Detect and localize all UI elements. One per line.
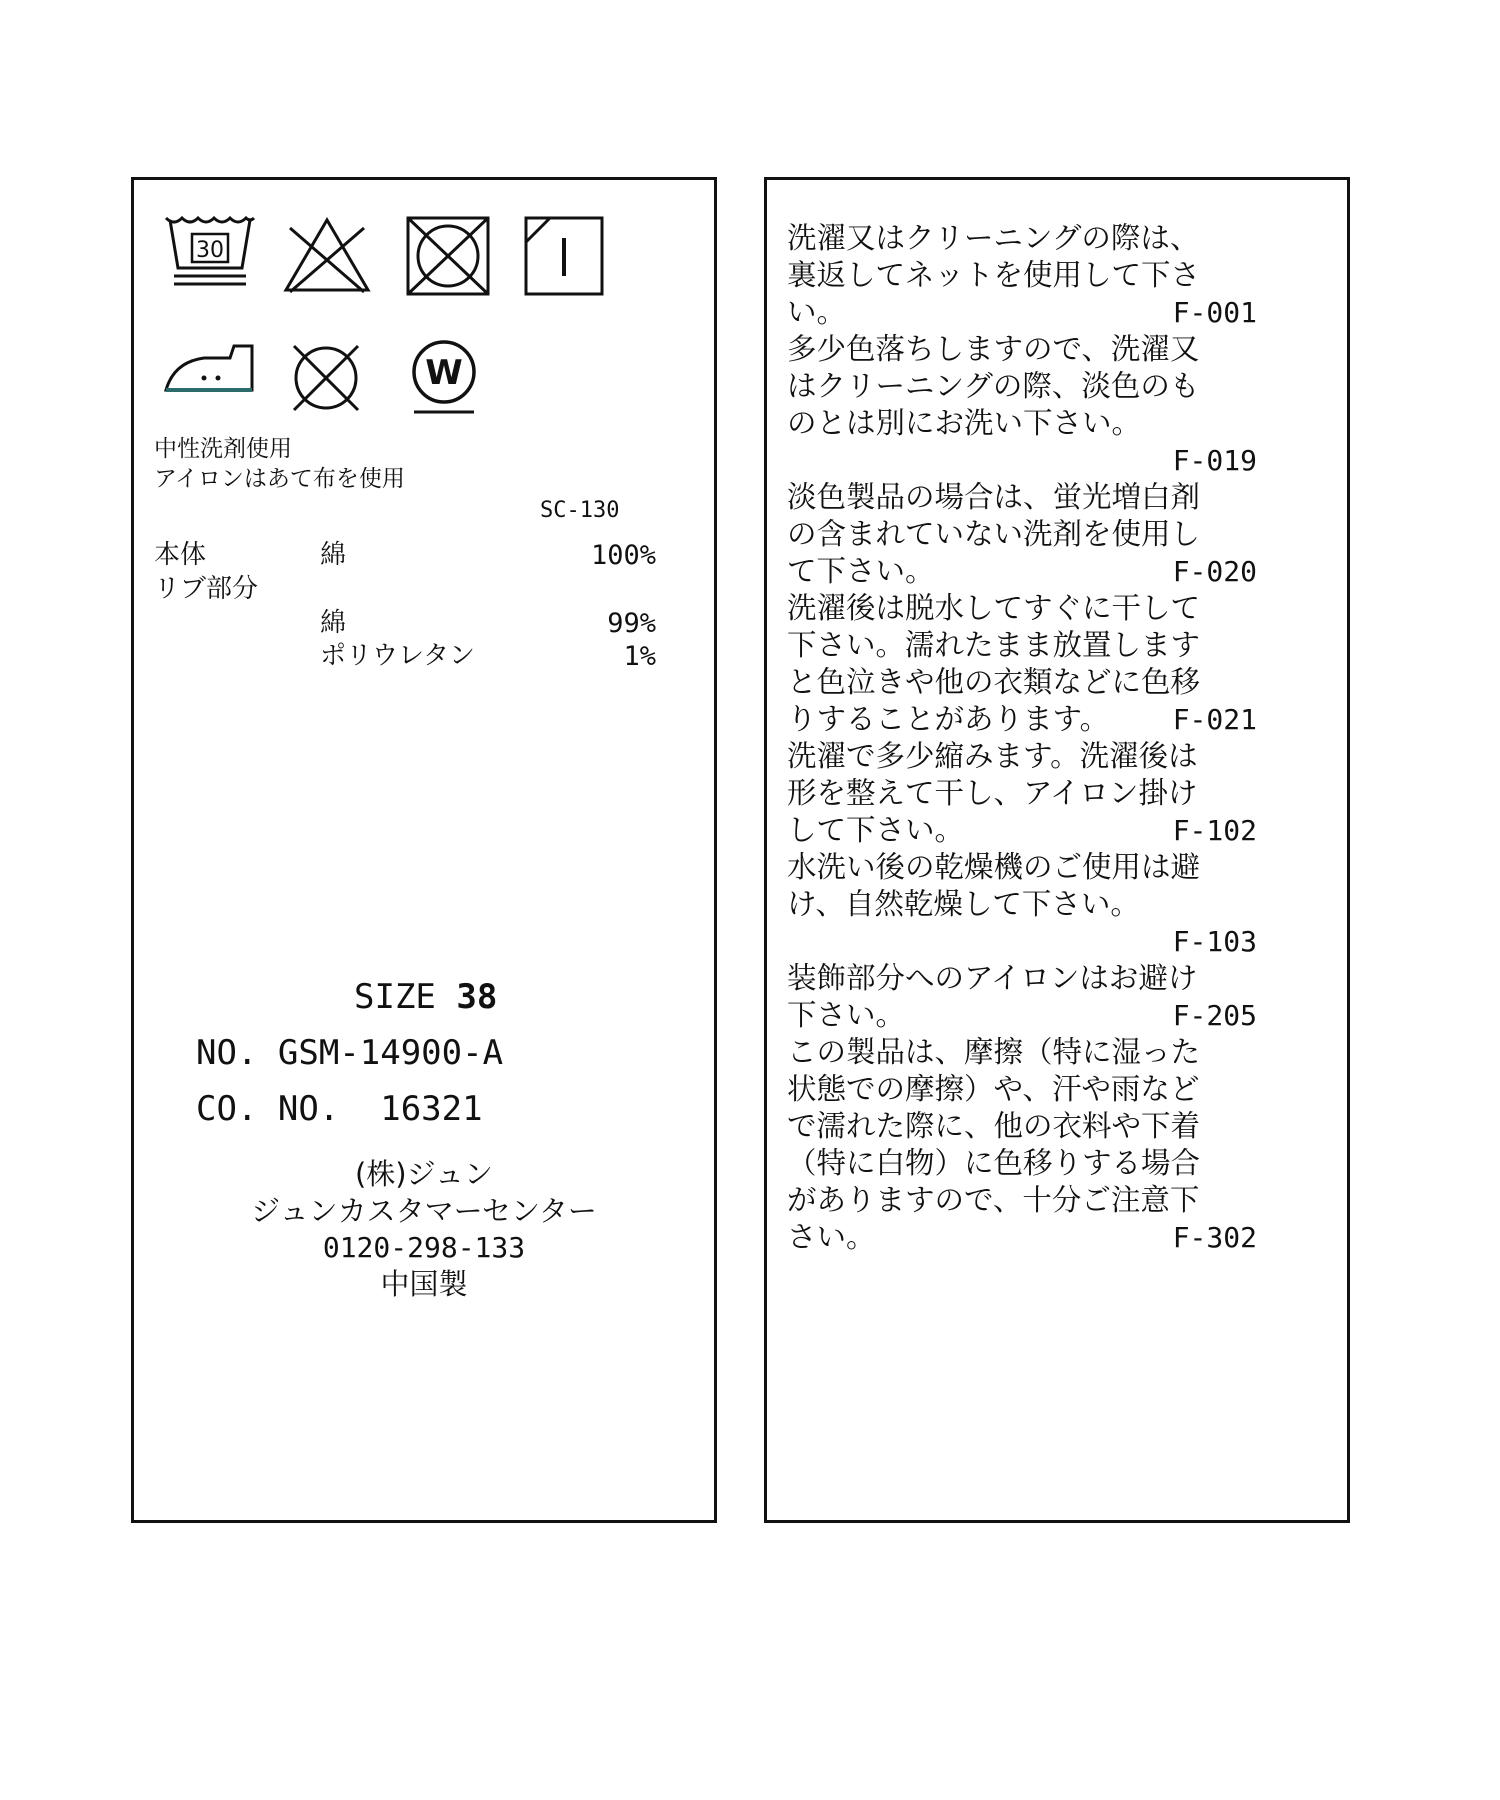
care-text-neutral-detergent: 中性洗剤使用: [154, 436, 292, 462]
size-label: SIZE: [354, 977, 436, 1017]
note-text: 水洗い後の乾燥機のご使用は避: [787, 850, 1201, 884]
note-line: [787, 923, 1257, 960]
note-line: [787, 1108, 1257, 1145]
care-text-iron-cloth: アイロンはあて布を使用: [154, 466, 405, 492]
note-line: [787, 960, 1257, 997]
composition-part-body: 本体: [154, 540, 207, 570]
composition-percent-rib-cotton: 99%: [607, 608, 656, 639]
care-label-right: [764, 177, 1350, 1523]
note-text: のとは別にお洗い下さい。: [787, 406, 1142, 440]
product-number: NO. GSM-14900-A: [196, 1033, 504, 1073]
phone-number: 0120-298-133: [322, 1231, 526, 1264]
note-line: [787, 886, 1257, 923]
composition-percent-polyurethane: 1%: [623, 641, 656, 672]
note-code: F-020: [1172, 555, 1257, 588]
note-line: [787, 812, 1257, 849]
note-line: [787, 368, 1257, 405]
composition-part-rib: リブ部分: [154, 574, 259, 604]
note-code: F-021: [1172, 703, 1257, 736]
note-line: [787, 294, 1257, 331]
co-number: CO. NO. 16321: [196, 1089, 483, 1129]
composition-percent-body: 100%: [590, 540, 656, 571]
note-line: [787, 1071, 1257, 1108]
note-text: 裏返してネットを使用して下さ: [787, 258, 1201, 292]
note-line: [787, 257, 1257, 294]
note-text: 装飾部分へのアイロンはお避け: [787, 961, 1198, 995]
wet-clean-gentle-icon: [404, 336, 484, 420]
note-line: [787, 701, 1257, 738]
note-line: [787, 331, 1257, 368]
note-code: F-102: [1172, 814, 1257, 847]
note-line: [787, 220, 1257, 257]
note-text: で濡れた際に、他の衣料や下着: [787, 1109, 1201, 1143]
note-code: F-205: [1172, 999, 1257, 1032]
note-line: [787, 1145, 1257, 1182]
note-text: （特に白物）に色移りする場合: [787, 1146, 1201, 1180]
note-text: と色泣きや他の衣類などに色移: [787, 665, 1201, 699]
note-text: 下さい。: [787, 998, 906, 1032]
iron-low-icon: [160, 340, 260, 400]
note-line: [787, 442, 1257, 479]
note-text: 洗濯又はクリーニングの際は、: [787, 221, 1200, 255]
note-text: さい。: [787, 1220, 876, 1254]
note-code: F-103: [1172, 925, 1257, 958]
care-label-left: [131, 177, 717, 1523]
composition-material-body: 綿: [320, 540, 347, 570]
note-line: [787, 553, 1257, 590]
size-value: 38: [456, 977, 498, 1017]
no-dry-clean-icon: [284, 340, 368, 416]
note-text: この製品は、摩擦（特に湿った: [787, 1035, 1201, 1069]
note-text: 淡色製品の場合は、蛍光増白剤: [787, 480, 1201, 514]
company-name: (株)ジュン: [354, 1157, 494, 1191]
wash-30-gentle-icon: [162, 212, 258, 296]
country-of-origin: 中国製: [380, 1267, 468, 1301]
note-line: [787, 405, 1257, 442]
note-line: [787, 1182, 1257, 1219]
note-text: て下さい。: [787, 554, 935, 588]
customer-center: ジュンカスタマーセンター: [251, 1194, 597, 1228]
note-text: の含まれていない洗剤を使用し: [787, 517, 1201, 551]
note-line: [787, 1219, 1257, 1256]
svg-text:W: W: [425, 353, 463, 393]
note-text: 洗濯で多少縮みます。洗濯後は: [787, 739, 1198, 773]
note-line: [787, 997, 1257, 1034]
note-line: [787, 1034, 1257, 1071]
note-text: け、自然乾燥して下さい。: [787, 887, 1140, 921]
svg-text:30: 30: [196, 238, 224, 263]
note-text: して下さい。: [787, 813, 965, 847]
composition-material-polyurethane: ポリウレタン: [320, 641, 475, 671]
composition-material-rib-cotton: 綿: [320, 608, 347, 638]
line-dry-shade-icon: [522, 214, 606, 298]
note-text: 多少色落ちしますので、洗濯又: [787, 332, 1200, 366]
size-line: [354, 977, 498, 1017]
note-code: F-001: [1172, 296, 1257, 329]
note-line: [787, 516, 1257, 553]
note-line: [787, 627, 1257, 664]
note-text: がありますので、十分ご注意下: [787, 1183, 1200, 1217]
care-notes: [787, 220, 1257, 1256]
note-line: [787, 775, 1257, 812]
care-code: SC-130: [540, 498, 620, 523]
note-line: [787, 664, 1257, 701]
note-text: はクリーニングの際、淡色のも: [787, 369, 1200, 403]
no-tumble-dry-icon: [402, 214, 494, 298]
note-text: 形を整えて干し、アイロン掛け: [787, 776, 1198, 810]
note-text: 洗濯後は脱水してすぐに干して: [787, 591, 1201, 625]
note-code: F-302: [1172, 1221, 1257, 1254]
note-text: 状態での摩擦）や、汗や雨など: [787, 1072, 1200, 1106]
note-text: 下さい。濡れたまま放置します: [787, 628, 1201, 662]
note-text: りすることがあります。: [787, 702, 1110, 736]
note-line: [787, 738, 1257, 775]
no-bleach-icon: [282, 214, 372, 298]
note-line: [787, 849, 1257, 886]
note-line: [787, 479, 1257, 516]
note-text: い。: [787, 295, 847, 329]
note-line: [787, 590, 1257, 627]
note-code: F-019: [1172, 444, 1257, 477]
